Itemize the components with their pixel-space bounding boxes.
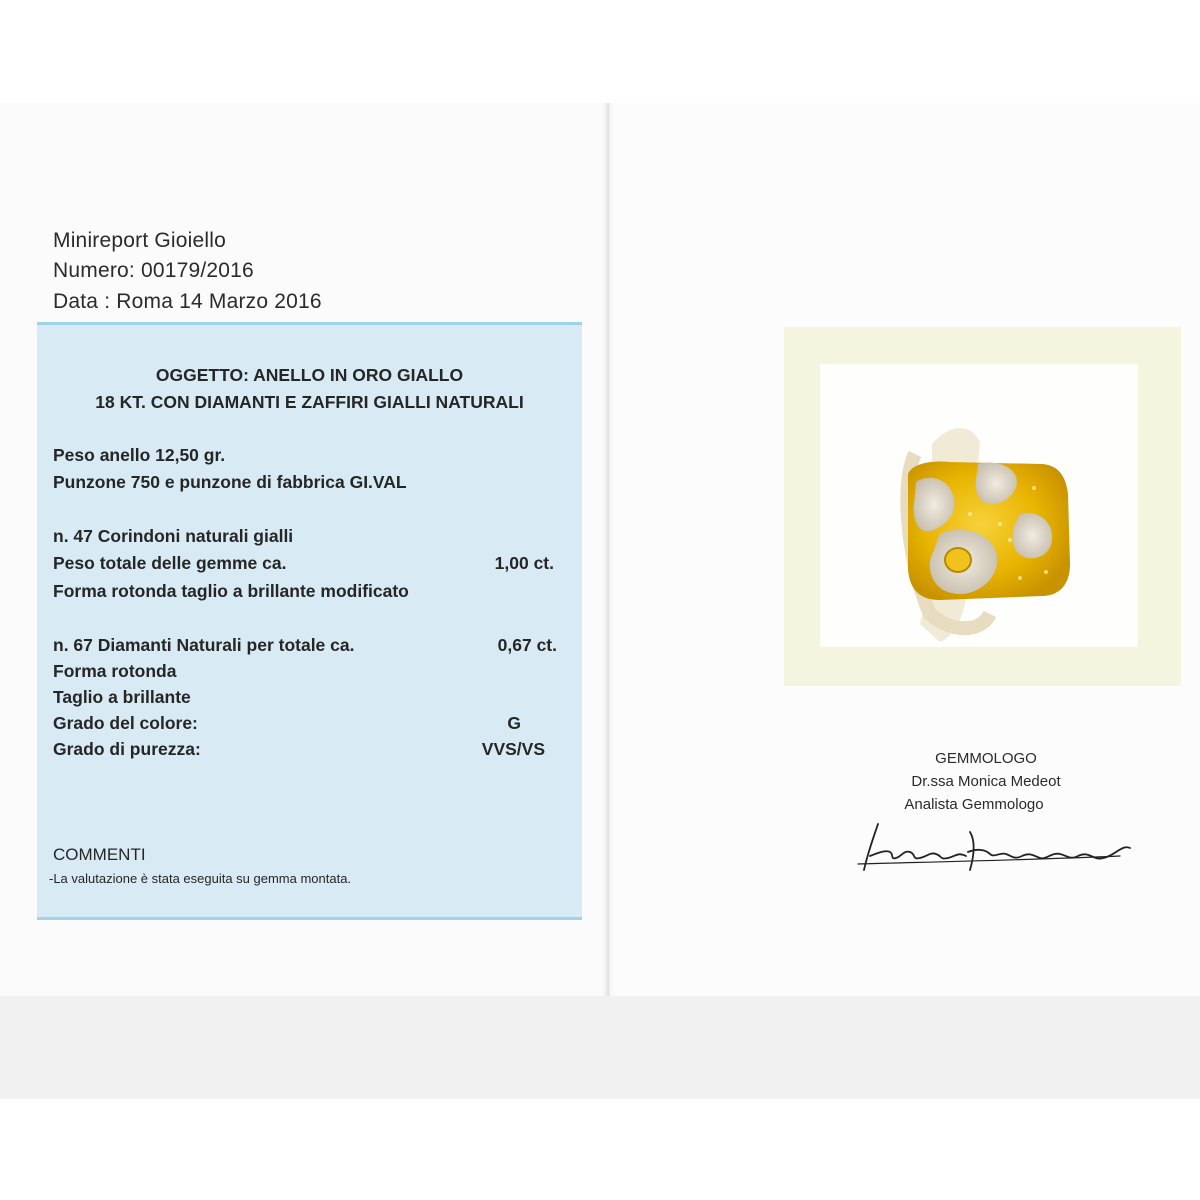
details-panel [37, 322, 582, 920]
diamond-shape: Forma rotonda [53, 661, 177, 681]
diamond-color-label: Grado del colore: [53, 713, 198, 733]
diamond-clarity-value: VVS/VS [481, 739, 545, 759]
diamond-count-value: 0,67 ct. [497, 635, 557, 655]
ring-hallmark: Punzone 750 e punzone di fabbrica GI.VAL [53, 472, 407, 492]
report-date: Data : Roma 14 Marzo 2016 [53, 290, 322, 313]
diamond-count-label: n. 67 Diamanti Naturali per totale ca. [53, 635, 355, 655]
handwritten-signature [850, 812, 1140, 882]
corundum-total-value: 1,00 ct. [494, 553, 554, 573]
corundum-total-label: Peso totale delle gemme ca. [53, 553, 287, 573]
object-title-line-2: 18 KT. CON DIAMANTI E ZAFFIRI GIALLI NATURALI [95, 392, 524, 412]
diamond-cut: Taglio a brillante [53, 687, 191, 707]
corundum-shape: Forma rotonda taglio a brillante modificato [53, 581, 409, 601]
gemologist-title: Analista Gemmologo [904, 796, 1044, 813]
diamond-color-value: G [507, 713, 521, 733]
comments-heading: COMMENTI [53, 845, 146, 864]
corundum-count: n. 47 Corindoni naturali gialli [53, 526, 294, 546]
diamond-clarity-label: Grado di purezza: [53, 739, 201, 759]
gemologist-role: GEMMOLOGO [935, 750, 1037, 767]
page-fold [602, 103, 614, 996]
gemologist-name: Dr.ssa Monica Medeot [911, 773, 1061, 790]
ring-weight: Peso anello 12,50 gr. [53, 445, 226, 465]
ring-image [820, 364, 1138, 647]
ring-photo [820, 364, 1138, 647]
object-title-line-1: OGGETTO: ANELLO IN ORO GIALLO [155, 365, 464, 385]
comments-text: -La valutazione è stata eseguita su gemma montata. [49, 871, 352, 886]
report-number: Numero: 00179/2016 [53, 259, 254, 282]
report-title: Minireport Gioiello [53, 229, 227, 252]
scan-bottom-margin [0, 996, 1200, 1099]
